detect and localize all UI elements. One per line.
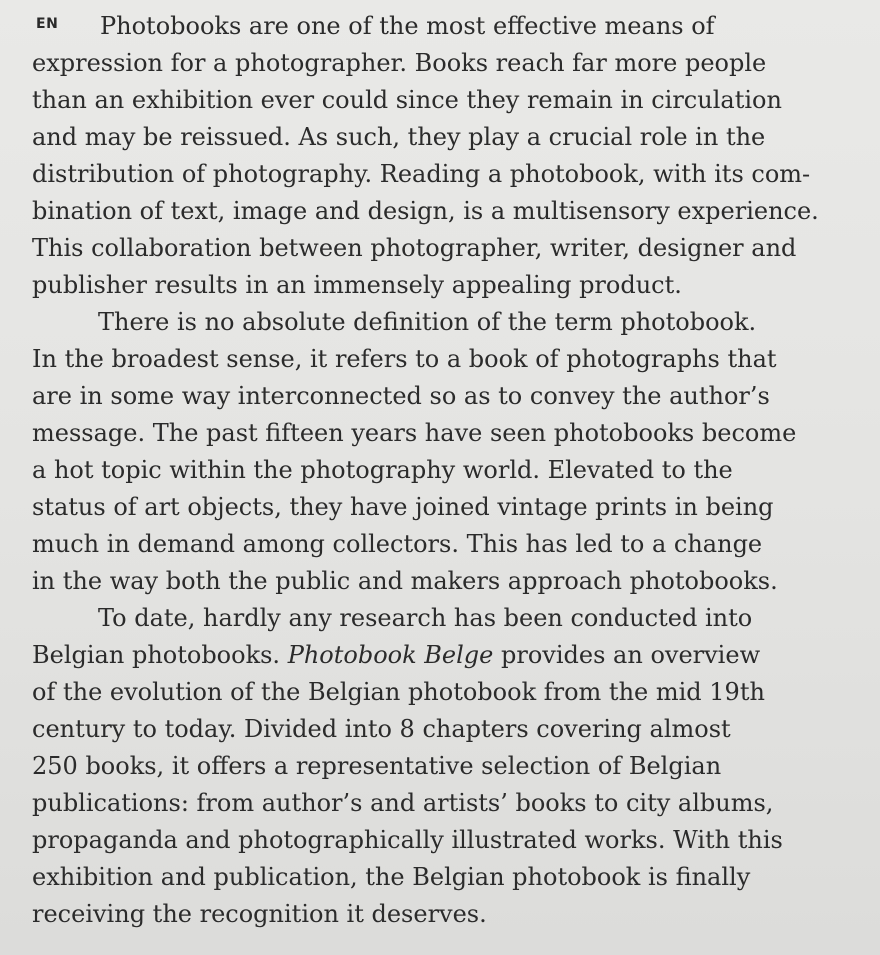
text-line: To date, hardly any research has been conducted into bbox=[98, 604, 753, 632]
text-line: status of art objects, they have joined vintage prints in being bbox=[32, 493, 774, 521]
text-line: message. The past fifteen years have seen photobooks become bbox=[32, 419, 797, 447]
text-line bbox=[32, 637, 862, 674]
language-tag: EN bbox=[36, 16, 59, 32]
text-line: distribution of photography. Reading a photobook, with its com- bbox=[32, 160, 811, 188]
text-line: publisher results in an immensely appealing product. bbox=[32, 271, 682, 299]
text-line: are in some way interconnected so as to convey the author’s bbox=[32, 382, 770, 410]
text-line: in the way both the public and makers approach photobooks. bbox=[32, 567, 778, 595]
paragraph-1 bbox=[32, 8, 862, 304]
book-title: Photobook Belge bbox=[287, 641, 494, 669]
text-line: than an exhibition ever could since they remain in circulation bbox=[32, 86, 782, 114]
text-line: a hot topic within the photography world. Elevated to the bbox=[32, 456, 733, 484]
text-line: and may be reissued. As such, they play a crucial role in the bbox=[32, 123, 766, 151]
text-line: In the broadest sense, it refers to a book of photographs that bbox=[32, 345, 777, 373]
text-line: expression for a photographer. Books reach far more people bbox=[32, 49, 767, 77]
text-line: exhibition and publication, the Belgian photobook is finally bbox=[32, 863, 751, 891]
text-line: century to today. Divided into 8 chapters covering almost bbox=[32, 715, 731, 743]
text-line: bination of text, image and design, is a multisensory experience. bbox=[32, 197, 819, 225]
text-line: propaganda and photographically illustrated works. With this bbox=[32, 826, 783, 854]
paragraph-3 bbox=[32, 600, 862, 933]
text-line: This collaboration between photographer, writer, designer and bbox=[32, 234, 797, 262]
text-line: There is no absolute definition of the term photobook. bbox=[98, 308, 757, 336]
paragraph-2 bbox=[32, 304, 862, 600]
text-line: receiving the recognition it deserves. bbox=[32, 900, 487, 928]
text-line: Photobooks are one of the most effective means of bbox=[100, 12, 715, 40]
text-line: of the evolution of the Belgian photobook from the mid 19th bbox=[32, 678, 765, 706]
text-line: 250 books, it offers a representative selection of Belgian bbox=[32, 752, 722, 780]
body-text bbox=[32, 8, 862, 933]
text-fragment: provides an overview bbox=[501, 641, 761, 669]
text-line: much in demand among collectors. This has led to a change bbox=[32, 530, 763, 558]
text-fragment: Belgian photobooks. bbox=[32, 641, 281, 669]
text-line: publications: from author’s and artists’ books to city albums, bbox=[32, 789, 774, 817]
